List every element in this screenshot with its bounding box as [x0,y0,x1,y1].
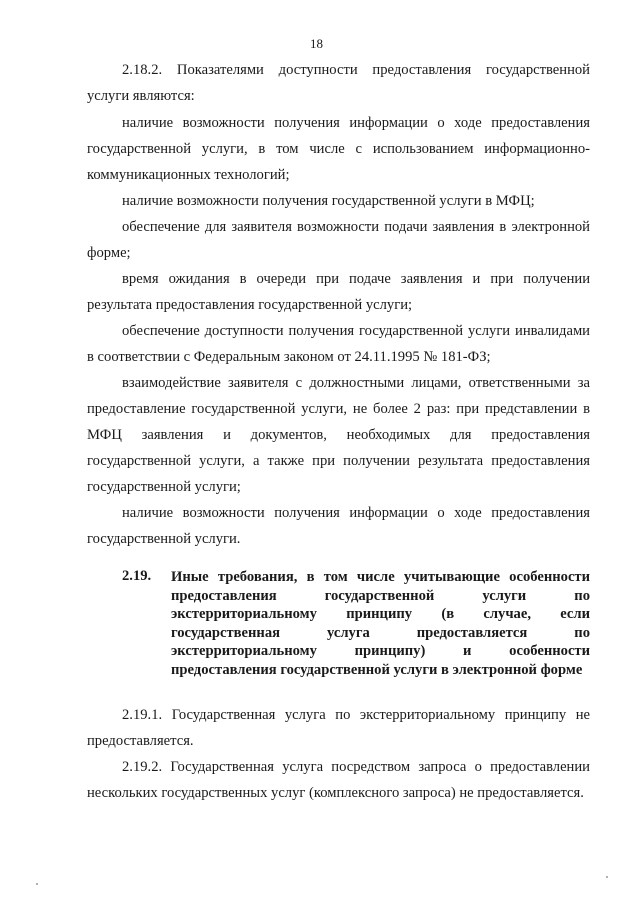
scan-speck [36,883,38,885]
paragraph-electronic-form: обеспечение для заявителя возможности подачи заявления в электронной форме; [87,219,590,261]
paragraph-2-18-2: 2.18.2. Показателями доступности предоставления государственной услуги являются: [87,62,590,104]
paragraph-interaction: взаимодействие заявителя с должностными лицами, ответственными за предоставление государственной услуги, не более 2 раз: при представлении в МФЦ заявления и документов, необходимых для предоставления государственной услуги, а также при получении результата предоставления государственной услуги; [87,375,590,495]
subsection-2-19-1: 2.19.1. Государственная услуга по экстерриториальному принципу не предоставляется. [87,707,590,749]
paragraph-info-progress: наличие возможности получения информации о ходе предоставления государственной услуги. [87,505,590,547]
paragraph-waiting-time: время ожидания в очереди при подаче заявления и при получении результата предоставления государственной услуги; [87,271,590,313]
section-title: Иные требования, в том числе учитывающие особенности предоставления государственной услуги по экстерриториальному принципу (в случае, если государственная услуга предоставляется по экстерриториальному принципу) и особенности предоставления государственной услуги в электронной форме [171,569,590,678]
paragraph-disabled-access: обеспечение доступности получения государственной услуги инвалидами в соответствии с Федеральным законом от 24.11.1995 № 181-ФЗ; [87,323,590,365]
paragraph-mfc: наличие возможности получения государственной услуги в МФЦ; [122,193,535,209]
scan-speck [606,876,608,878]
subsection-2-19-2: 2.19.2. Государственная услуга посредством запроса о предоставлении нескольких государственных услуг (комплексного запроса) не предоставляется. [87,759,590,801]
paragraph-info-availability: наличие возможности получения информации о ходе предоставления государственной услуги, в том числе с использованием информационно-коммуникационных технологий; [87,115,590,183]
page-number: 18 [310,36,323,51]
section-number: 2.19. [122,568,152,584]
